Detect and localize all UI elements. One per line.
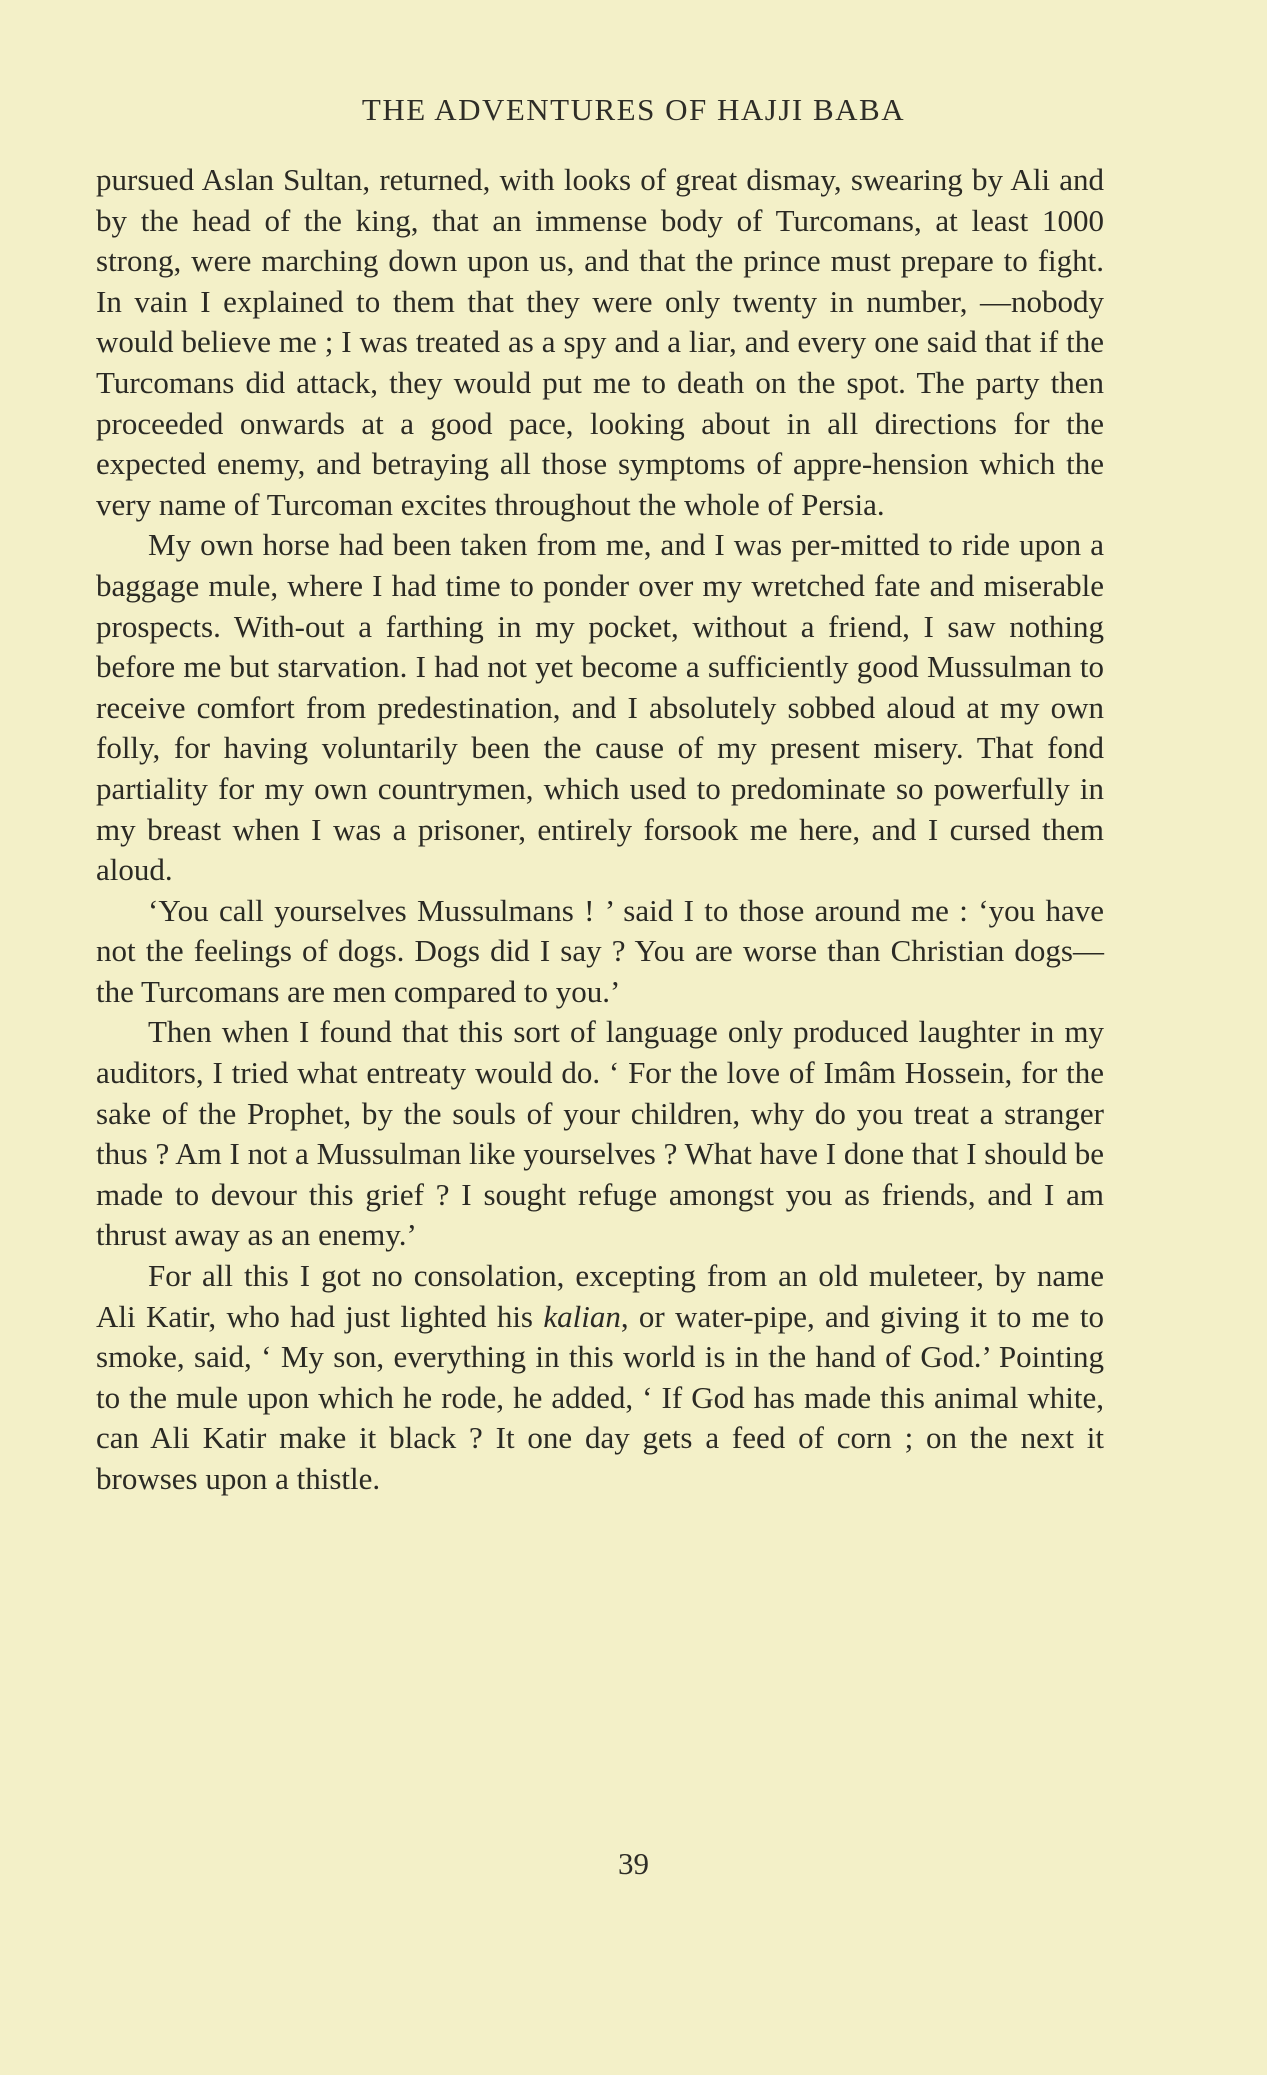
page-number: 39 <box>618 1846 649 1881</box>
italic-term-kalian: kalian <box>543 1298 621 1334</box>
paragraph-4: Then when I found that this sort of language only produced laughter in my auditors, I tried what entreaty would do. ‘ For the love of Imâm Hossein, for the sake of the Prophet, by the souls of your children, why do you treat a stranger thus ? Am I not a Mussulman like yourselves ? What have I done that I should be made to devour this grief ? I sought refuge amongst you as friends, and I am thrust away as an enemy.’ <box>96 1014 1104 1253</box>
body-text <box>96 160 1104 1500</box>
running-head: THE ADVENTURES OF HAJJI BABA <box>361 92 906 127</box>
paragraph-5 <box>96 1256 1104 1500</box>
paragraph-5-text-before: For all this I got no consolation, excepting from an old muleteer, by name Ali Katir, who had just lighted his <box>96 1258 1104 1334</box>
paragraph-5-text-after: , or water-pipe, and giving it to me to smoke, said, ‘ My son, everything in this world is in the hand of God.’ Pointing to the mule upon which he rode, he added, ‘ If God has made this animal white, can Ali Katir make it black ? It one day gets a feed of corn ; on the next it browses upon a thistle. <box>96 1298 1104 1496</box>
paragraph-1: pursued Aslan Sultan, returned, with looks of great dismay, swearing by Ali and by the head of the king, that an immense body of Turcomans, at least 1000 strong, were marching down upon us, and that the prince must prepare to fight. In vain I explained to them that they were only twenty in number, —nobody would believe me ; I was treated as a spy and a liar, and every one said that if the Turcomans did attack, they would put me to death on the spot. The party then proceeded onwards at a good pace, looking about in all directions for the expected enemy, and betraying all those symptoms of appre-hension which the very name of Turcoman excites throughout the whole of Persia. <box>96 162 1104 522</box>
paragraph-2: My own horse had been taken from me, and I was per-mitted to ride upon a baggage mule, where I had time to ponder over my wretched fate and miserable prospects. With-out a farthing in my pocket, without a friend, I saw nothing before me but starvation. I had not yet become a sufficiently good Mussulman to receive comfort from predestination, and I absolutely sobbed aloud at my own folly, for having voluntarily been the cause of my present misery. That fond partiality for my own countrymen, which used to predominate so powerfully in my breast when I was a prisoner, entirely forsook me here, and I cursed them aloud. <box>96 527 1104 888</box>
paragraph-3: ‘You call yourselves Mussulmans ! ’ said I to those around me : ‘you have not the feelings of dogs. Dogs did I say ? You are worse than Christian dogs—the Turcomans are men compared to you.’ <box>96 892 1104 1009</box>
